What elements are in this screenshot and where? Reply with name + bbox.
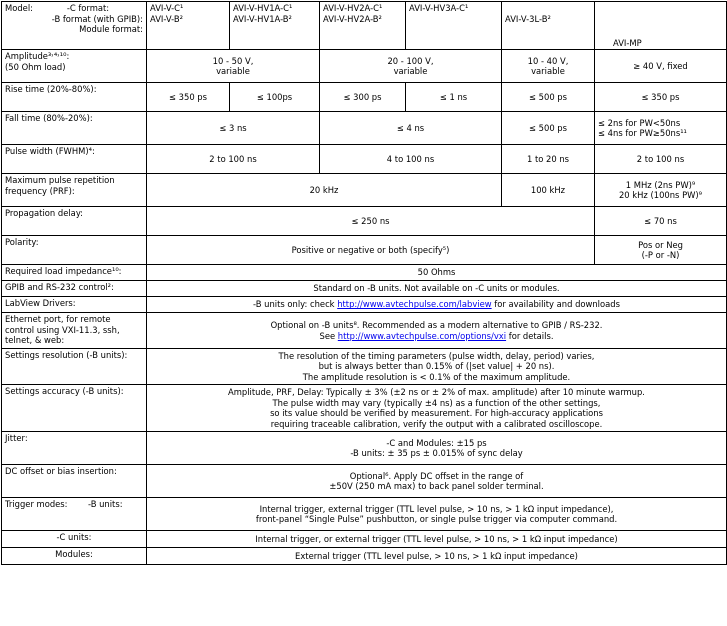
prf-main: 20 kHz bbox=[147, 174, 502, 207]
resolution-label: Settings resolution (-B units): bbox=[2, 349, 147, 385]
resolution-value bbox=[147, 349, 727, 385]
text-part: -B units only: check bbox=[253, 299, 338, 310]
cell-line: Optional⁶. Apply DC offset in the range of bbox=[349, 470, 524, 481]
label-line: Amplitude³˒⁴˒¹⁰: bbox=[5, 51, 70, 61]
amplitude-v bbox=[147, 50, 320, 83]
model-module: AVI-MP bbox=[613, 37, 642, 48]
model-c: AVI-V-HV2A-C¹ bbox=[323, 3, 383, 13]
jitter-value bbox=[147, 432, 727, 465]
cell-line: but is always better than 0.15% of (|set value| + 20 ns). bbox=[318, 361, 555, 372]
cell-line: so its value should be verified by measurement. For high-accuracy applications bbox=[270, 408, 603, 418]
rise-time-label: Rise time (20%-80%): bbox=[2, 83, 147, 112]
trigger-b-label bbox=[2, 498, 147, 531]
cell-line: Amplitude, PRF, Delay: Typically ± 3% (±2 ns or ± 2% of max. amplitude) after 10 minute warmup. bbox=[228, 387, 645, 397]
prop-mp: ≤ 70 ns bbox=[595, 207, 727, 236]
module-format-label: Module format: bbox=[79, 24, 143, 34]
rise-hv3a: ≤ 1 ns bbox=[406, 83, 502, 112]
amplitude-mp: ≥ 40 V, fixed bbox=[595, 50, 727, 83]
model-c: AVI-V-HV1A-C¹ bbox=[233, 3, 293, 13]
fall-mp bbox=[595, 112, 727, 145]
pulse-width-row bbox=[2, 145, 727, 174]
trigger-c-value: Internal trigger, or external trigger (TTL level pulse, > 10 ns, > 1 kΩ input impedance) bbox=[147, 531, 727, 548]
trigger-m-value: External trigger (TTL level pulse, > 10 ns, > 1 kΩ input impedance) bbox=[147, 548, 727, 565]
rise-hv2a: ≤ 300 ps bbox=[320, 83, 406, 112]
polarity-label: Polarity: bbox=[2, 236, 147, 265]
gpib-label: GPIB and RS-232 control²: bbox=[2, 281, 147, 297]
cell-line: -B units: ± 35 ps ± 0.015% of sync delay bbox=[350, 448, 523, 458]
model-b: AVI-V-HV1A-B² bbox=[233, 13, 292, 24]
propagation-row bbox=[2, 207, 727, 236]
ethernet-value bbox=[147, 313, 727, 349]
prf-row bbox=[2, 174, 727, 207]
modules-label: Modules: bbox=[55, 549, 93, 559]
ethernet-label bbox=[2, 313, 147, 349]
c-units-label: -C units: bbox=[56, 532, 92, 542]
cell-line: 10 - 40 V, bbox=[527, 55, 569, 66]
model-c: AVI-V-C¹ bbox=[150, 3, 184, 13]
pulse-width-label: Pulse width (FWHM)⁴: bbox=[2, 145, 147, 174]
pw-mp: 2 to 100 ns bbox=[595, 145, 727, 174]
cell-line: variable bbox=[393, 66, 428, 76]
fall-time-row bbox=[2, 112, 727, 145]
cell-line: The pulse width may vary (typically ±4 ns) as a function of the other settings, bbox=[272, 397, 601, 408]
rise-time-row bbox=[2, 83, 727, 112]
prf-3l: 100 kHz bbox=[502, 174, 595, 207]
pw-3l: 1 to 20 ns bbox=[502, 145, 595, 174]
amplitude-hv bbox=[320, 50, 502, 83]
cell-line: 20 - 100 V, bbox=[387, 55, 434, 66]
amplitude-label bbox=[2, 50, 147, 83]
cell-line bbox=[150, 331, 723, 342]
model-c: AVI-V-HV3A-C¹ bbox=[409, 3, 469, 13]
cell-line: variable bbox=[216, 66, 250, 76]
jitter-label: Jitter: bbox=[2, 432, 147, 465]
model-label: Model: bbox=[5, 3, 33, 13]
label-line: frequency (PRF): bbox=[5, 185, 75, 196]
accuracy-value bbox=[147, 385, 727, 432]
resolution-row bbox=[2, 349, 727, 385]
fall-hv: ≤ 4 ns bbox=[320, 112, 502, 145]
vxi-link[interactable]: http://www.avtechpulse.com/options/vxi bbox=[337, 330, 507, 341]
trigger-m-row bbox=[2, 548, 727, 565]
gpib-row bbox=[2, 281, 727, 297]
b-format-label: -B format (with GPIB): bbox=[51, 13, 143, 24]
cell-line: ≤ 2ns for PW<50ns bbox=[598, 117, 681, 128]
prop-main: ≤ 250 ns bbox=[147, 207, 595, 236]
label-line: Ethernet port, for remote bbox=[5, 314, 111, 324]
b-units-label: -B units: bbox=[87, 499, 123, 509]
prf-mp bbox=[595, 174, 727, 207]
trigger-c-label bbox=[2, 531, 147, 548]
cell-line: ≤ 4ns for PW≥50ns¹¹ bbox=[598, 128, 687, 138]
cell-line: 20 kHz (100ns PW)⁹ bbox=[618, 190, 703, 200]
cell-line: variable bbox=[531, 66, 565, 76]
rise-mp: ≤ 350 ps bbox=[595, 83, 727, 112]
cell-line: Optional on -B units⁸. Recommended as a modern alternative to GPIB / RS-232. bbox=[270, 320, 603, 330]
text-part: for details. bbox=[506, 330, 554, 341]
model-b: AVI-V-B² bbox=[150, 13, 183, 24]
cell-line: The amplitude resolution is < 0.1% of the maximum amplitude. bbox=[302, 371, 571, 382]
amplitude-3l bbox=[502, 50, 595, 83]
dc-offset-row bbox=[2, 465, 727, 498]
cell-line: The resolution of the timing parameters (pulse width, delay, period) varies, bbox=[278, 350, 595, 361]
fall-3l: ≤ 500 ps bbox=[502, 112, 595, 145]
cell-line: Internal trigger, external trigger (TTL level pulse, > 10 ns, > 1 kΩ input impedance), bbox=[259, 503, 614, 514]
trigger-m-label bbox=[2, 548, 147, 565]
cell-line: requiring traceable calibration, verify the output with a calibrated oscilloscope. bbox=[270, 418, 603, 429]
cell-line: -C and Modules: ±15 ps bbox=[386, 437, 487, 448]
model-avi-mp bbox=[595, 2, 727, 50]
rise-v: ≤ 350 ps bbox=[147, 83, 230, 112]
cell-line: Pos or Neg bbox=[638, 239, 683, 250]
trigger-b-value bbox=[147, 498, 727, 531]
polarity-mp bbox=[595, 236, 727, 265]
load-value: 50 Ohms bbox=[147, 265, 727, 281]
label-line: control using VXI-11.3, ssh, bbox=[5, 324, 120, 335]
label-line: telnet, & web: bbox=[5, 335, 65, 345]
model-avi-v-hv3a bbox=[406, 2, 502, 50]
label-line: (50 Ohm load) bbox=[5, 61, 66, 72]
gpib-value: Standard on -B units. Not available on -C units or modules. bbox=[147, 281, 727, 297]
text-part: See bbox=[319, 330, 338, 341]
polarity-row bbox=[2, 236, 727, 265]
propagation-label: Propagation delay: bbox=[2, 207, 147, 236]
pw-hv: 4 to 100 ns bbox=[320, 145, 502, 174]
model-avi-v-3l bbox=[502, 2, 595, 50]
model-b: AVI-V-3L-B² bbox=[505, 14, 551, 24]
cell-line: (-P or -N) bbox=[641, 250, 680, 260]
fall-time-label: Fall time (80%-20%): bbox=[2, 112, 147, 145]
pw-v: 2 to 100 ns bbox=[147, 145, 320, 174]
dc-offset-value bbox=[147, 465, 727, 498]
spec-table bbox=[1, 1, 727, 565]
cell-line: front-panel “Single Pulse” pushbutton, or single pulse trigger via computer command. bbox=[255, 514, 618, 524]
trigger-modes-label: Trigger modes: bbox=[5, 499, 68, 509]
load-label: Required load impedance¹⁰: bbox=[2, 265, 147, 281]
rise-3l: ≤ 500 ps bbox=[502, 83, 595, 112]
trigger-b-row bbox=[2, 498, 727, 531]
cell-line: 1 MHz (2ns PW)⁹ bbox=[625, 179, 696, 190]
load-row bbox=[2, 265, 727, 281]
label-line: Maximum pulse repetition bbox=[5, 175, 115, 185]
accuracy-row bbox=[2, 385, 727, 432]
dc-offset-label: DC offset or bias insertion: bbox=[2, 465, 147, 498]
model-avi-v-hv2a bbox=[320, 2, 406, 50]
fall-v: ≤ 3 ns bbox=[147, 112, 320, 145]
labview-label: LabView Drivers: bbox=[2, 297, 147, 313]
ethernet-row bbox=[2, 313, 727, 349]
jitter-row bbox=[2, 432, 727, 465]
text-part: for availability and downloads bbox=[491, 299, 620, 310]
prf-label bbox=[2, 174, 147, 207]
cell-line: ±50V (250 mA max) to back panel solder terminal. bbox=[329, 481, 544, 491]
labview-link[interactable]: http://www.avtechpulse.com/labview bbox=[337, 299, 492, 310]
polarity-main: Positive or negative or both (specify⁵) bbox=[147, 236, 595, 265]
model-b: AVI-V-HV2A-B² bbox=[323, 13, 382, 24]
rise-hv1a: ≤ 100ps bbox=[230, 83, 320, 112]
header-row bbox=[2, 2, 727, 50]
labview-row bbox=[2, 297, 727, 313]
trigger-c-row bbox=[2, 531, 727, 548]
header-label bbox=[2, 2, 147, 50]
amplitude-row bbox=[2, 50, 727, 83]
cell-line: 10 - 50 V, bbox=[212, 55, 254, 66]
c-format-label: -C format: bbox=[66, 3, 110, 13]
labview-value bbox=[147, 297, 727, 313]
model-avi-v-hv1a bbox=[230, 2, 320, 50]
model-avi-v bbox=[147, 2, 230, 50]
accuracy-label: Settings accuracy (-B units): bbox=[2, 385, 147, 432]
